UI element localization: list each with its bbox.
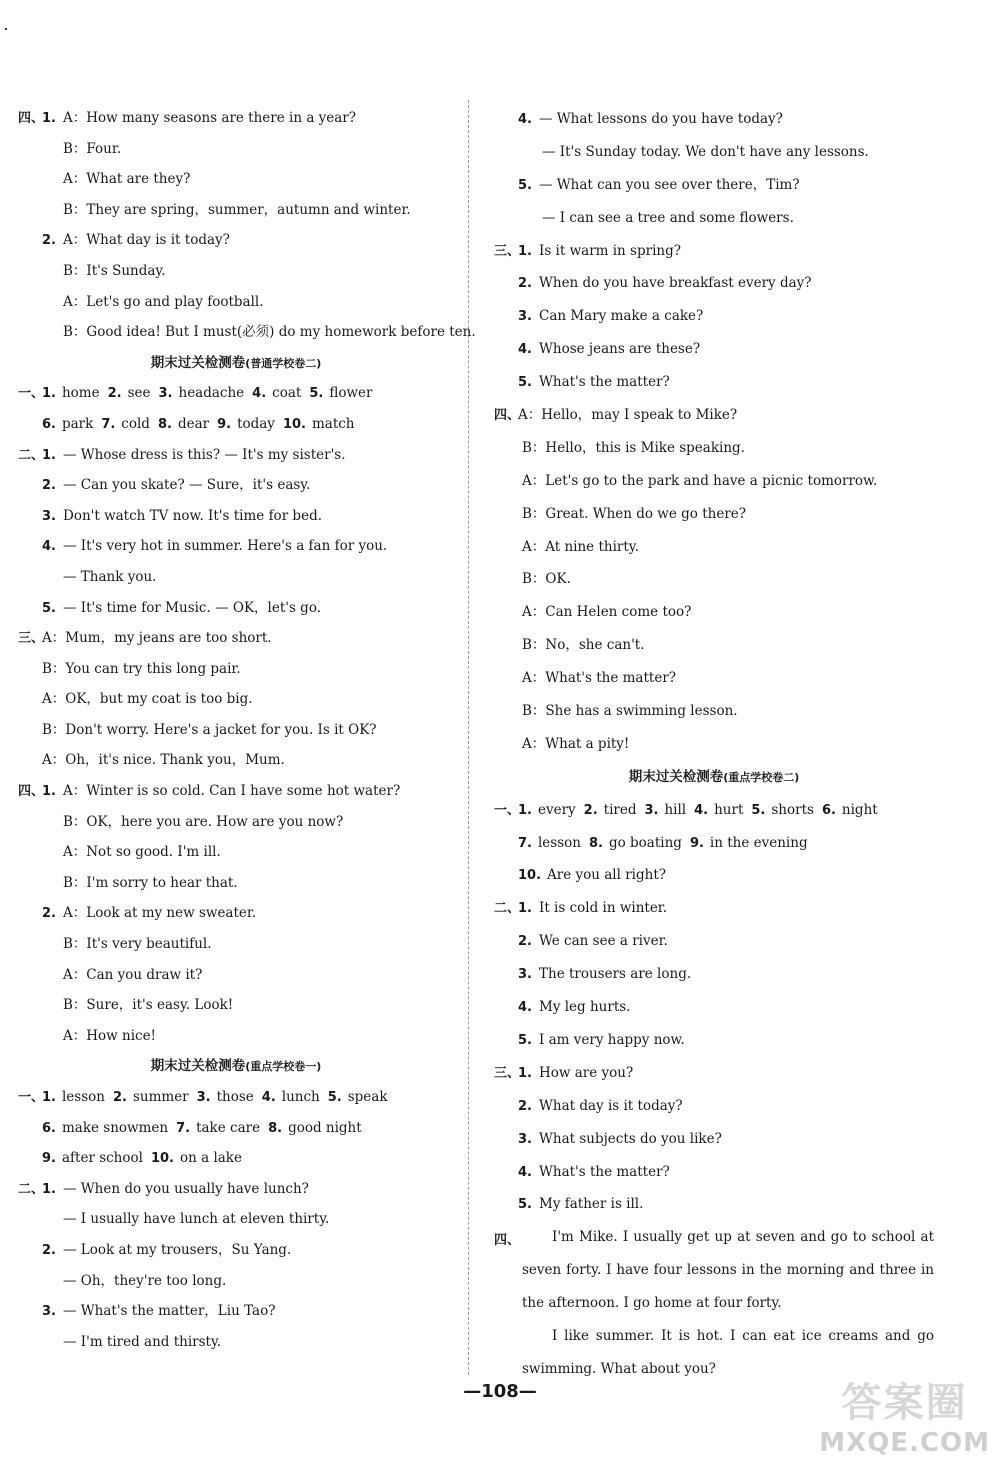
- answer-line: [18, 317, 476, 348]
- item-number: 5.: [518, 177, 532, 193]
- dialogue-text: A：Oh，it's nice. Thank you，Mum.: [42, 752, 285, 769]
- word-text: home: [61, 385, 100, 402]
- dialogue-text: A：Winter is so cold. Can I have some hot water?: [63, 783, 401, 800]
- dialogue-text: B：Don't worry. Here's a jacket for you. Is it OK?: [42, 721, 377, 738]
- answer-line: [18, 1204, 454, 1235]
- item-number: 2.: [42, 233, 56, 249]
- answer-line: [18, 868, 454, 899]
- section-mark: 二、: [494, 901, 521, 917]
- dialogue-text: A：Not so good. I'm ill.: [63, 844, 221, 861]
- word-text: take care: [196, 1119, 261, 1136]
- word-item: [751, 802, 814, 818]
- dialogue-text: A：Can Helen come too?: [522, 604, 692, 621]
- dialogue-text: A：What day is it today?: [63, 232, 230, 249]
- word-item: [158, 416, 209, 432]
- watermark-logo: [819, 1371, 990, 1458]
- section-mark: 二、: [18, 1181, 45, 1197]
- word-text: park: [61, 415, 94, 432]
- word-text: those: [216, 1089, 254, 1105]
- answer-text: — Whose dress is this? — It's my sister's.: [63, 446, 346, 463]
- answer-line: [18, 225, 454, 256]
- item-number: 3.: [518, 967, 532, 983]
- section-mark: 一、: [494, 802, 521, 818]
- item-number: 2.: [583, 802, 598, 818]
- answer-text: Don't watch TV now. It's time for bed.: [63, 507, 322, 524]
- answer-line: [494, 1024, 934, 1057]
- word-item: [113, 1089, 189, 1105]
- answer-line: [18, 164, 454, 195]
- answer-line: [18, 256, 454, 287]
- section-mark: 四、: [18, 111, 45, 126]
- item-number: 5.: [42, 600, 56, 616]
- answer-text: What subjects do you like?: [539, 1130, 722, 1147]
- word-item: [584, 802, 637, 818]
- item-number: 2.: [42, 478, 56, 494]
- dialogue-text: A：Can you draw it?: [63, 966, 203, 983]
- word-item: [252, 385, 301, 401]
- word-item: [151, 1150, 242, 1166]
- word-row: [18, 1113, 454, 1144]
- dialogue-text: B：You can try this long pair.: [42, 660, 241, 677]
- word-text: shorts: [771, 801, 814, 818]
- word-text: Are you all right?: [547, 867, 666, 884]
- word-text: make snowmen: [61, 1119, 169, 1136]
- answer-text: — I'm tired and thirsty.: [63, 1333, 222, 1350]
- item-number: 6.: [821, 802, 836, 818]
- word-row: [18, 1082, 454, 1113]
- dialogue-text: B：It's Sunday.: [63, 262, 166, 279]
- dialogue-text: A：OK，but my coat is too big.: [42, 691, 253, 708]
- word-item: [328, 1089, 388, 1105]
- answer-line: [18, 929, 454, 960]
- word-text: hurt: [714, 801, 744, 818]
- word-text: in the evening: [709, 834, 808, 851]
- answer-line: [18, 501, 454, 532]
- answer-text: My father is ill.: [539, 1196, 644, 1213]
- answer-line: [494, 629, 934, 662]
- answer-line: [494, 498, 934, 531]
- section-mark: 一、: [18, 386, 45, 402]
- word-text: match: [311, 415, 355, 432]
- word-row: [494, 827, 934, 860]
- word-text: flower: [329, 385, 373, 402]
- answer-line: [494, 563, 934, 596]
- item-number: 2.: [42, 1242, 56, 1258]
- dialogue-text: B：She has a swimming lesson.: [522, 703, 738, 720]
- answer-line: [494, 1057, 934, 1090]
- title-note: (重点学校卷一): [245, 1060, 322, 1074]
- item-number: 7.: [518, 835, 532, 851]
- word-item: [42, 1120, 168, 1136]
- passage-paragraph: I like summer. It is hot. I can eat ice creams and go swimming. What about you?: [522, 1328, 934, 1377]
- answer-line: [494, 333, 934, 366]
- word-text: after school: [61, 1150, 143, 1167]
- item-number: 1.: [42, 1181, 56, 1197]
- item-number: 5.: [751, 802, 766, 818]
- section-mark: 四、: [494, 1233, 521, 1249]
- answer-text: — It's time for Music. — OK，let's go.: [63, 599, 322, 616]
- answer-text: — I can see a tree and some flowers.: [542, 209, 794, 226]
- answer-line: [18, 898, 454, 929]
- dialogue-text: A：What are they?: [63, 171, 191, 188]
- answer-line: [494, 1090, 934, 1123]
- answer-line: [494, 1188, 934, 1221]
- answer-line: [494, 892, 934, 925]
- item-number: 10.: [150, 1151, 174, 1167]
- answer-line: [18, 837, 454, 868]
- item-number: 4.: [518, 112, 532, 127]
- dialogue-text: A：Let's go to the park and have a picnic tomorrow.: [522, 472, 878, 489]
- dialogue-text: A：Mum，my jeans are too short.: [42, 630, 272, 647]
- answer-text: The trousers are long.: [539, 966, 692, 983]
- dialogue-text: B：Hello，this is Mike speaking.: [522, 439, 745, 456]
- item-number: 4.: [261, 1090, 276, 1105]
- item-number: 10.: [518, 868, 542, 884]
- word-text: speak: [347, 1089, 388, 1105]
- section-title: [18, 1051, 454, 1082]
- item-number: 3.: [518, 1131, 532, 1147]
- answer-text: How are you?: [539, 1064, 634, 1081]
- word-row: [18, 409, 454, 440]
- item-number: 1.: [42, 784, 56, 800]
- word-text: hill: [664, 801, 687, 818]
- item-number: 5.: [518, 1197, 532, 1213]
- dialogue-text: B：No，she can't.: [522, 637, 645, 654]
- passage: [494, 1221, 934, 1386]
- answer-line: [494, 958, 934, 991]
- answer-line: [494, 169, 934, 202]
- answer-line: [494, 695, 934, 728]
- passage-paragraph: I'm Mike. I usually get up at seven and go to school at seven forty. I have four lessons in the morning and three in the afternoon. I go home at four forty.: [522, 1229, 934, 1312]
- word-text: dear: [177, 415, 210, 432]
- title-main: 期末过关检测卷: [628, 768, 724, 785]
- item-number: 2.: [518, 1098, 532, 1114]
- answer-line: [494, 202, 934, 235]
- item-number: 7.: [176, 1120, 191, 1136]
- answer-text: — I usually have lunch at eleven thirty.: [63, 1211, 330, 1228]
- item-number: 7.: [101, 416, 116, 432]
- word-item: [283, 416, 355, 432]
- answer-text: — What can you see over there，Tim?: [539, 176, 800, 193]
- word-item: [694, 802, 743, 818]
- section-mark: 三、: [494, 1065, 521, 1081]
- word-text: on a lake: [179, 1150, 242, 1167]
- word-item: [262, 1089, 320, 1105]
- section-title: [18, 348, 454, 379]
- answer-line: [494, 399, 934, 432]
- item-number: 9.: [42, 1151, 56, 1167]
- answer-text: We can see a river.: [539, 933, 668, 950]
- word-text: lunch: [281, 1089, 320, 1105]
- item-number: 4.: [518, 1000, 532, 1016]
- answer-line: [494, 432, 934, 465]
- section-title: [494, 761, 934, 794]
- answer-line: [18, 745, 454, 776]
- item-number: 5.: [518, 375, 532, 391]
- title-main: 期末过关检测卷: [150, 1058, 246, 1075]
- word-row: [494, 794, 934, 827]
- section-mark: 四、: [18, 784, 45, 800]
- answer-line: [18, 103, 454, 134]
- answer-line: [494, 300, 934, 333]
- section-mark: 一、: [18, 1090, 45, 1105]
- answer-text: What's the matter?: [539, 374, 670, 391]
- item-number: 3.: [518, 309, 532, 325]
- answer-line: [18, 776, 454, 807]
- answer-line: [494, 1156, 934, 1189]
- answer-text: — What lessons do you have today?: [539, 111, 783, 127]
- answer-text: — It's Sunday today. We don't have any lessons.: [542, 143, 869, 160]
- dialogue-text: A：Hello，may I speak to Mike?: [518, 407, 738, 424]
- dialogue-text: A：What a pity!: [522, 735, 630, 752]
- dialogue-text: B：Good idea! But I must(必须) do my homework before ten.: [63, 324, 476, 341]
- answer-line: [494, 991, 934, 1024]
- answer-line: [494, 465, 934, 498]
- answer-line: [494, 136, 934, 169]
- answer-line: [18, 134, 454, 165]
- item-number: 1.: [518, 1065, 532, 1081]
- word-item: [108, 385, 151, 401]
- word-row: [494, 859, 934, 892]
- item-number: 3.: [42, 1304, 56, 1320]
- answer-line: [18, 1327, 454, 1358]
- dialogue-text: B：They are spring，summer，autumn and winter.: [63, 201, 411, 218]
- answer-text: — It's very hot in summer. Here's a fan for you.: [63, 538, 388, 555]
- item-number: 9.: [217, 416, 232, 432]
- section-mark: 四、: [494, 408, 521, 424]
- answer-line: [494, 596, 934, 629]
- item-number: 2.: [518, 276, 532, 292]
- title-main: 期末过关检测卷: [150, 354, 246, 371]
- answer-text: Is it warm in spring?: [539, 242, 681, 259]
- answer-text: When do you have breakfast every day?: [539, 275, 812, 292]
- answer-line: [494, 366, 934, 399]
- word-text: good night: [288, 1119, 362, 1136]
- word-item: [197, 1089, 254, 1105]
- dialogue-text: A：How many seasons are there in a year?: [63, 110, 357, 126]
- item-number: 5.: [309, 386, 324, 402]
- word-item: [268, 1120, 362, 1136]
- item-number: 5.: [327, 1090, 342, 1105]
- dialogue-text: A：How nice!: [63, 1027, 156, 1044]
- answer-line: [18, 287, 454, 318]
- answer-line: [494, 531, 934, 564]
- answer-line: [494, 662, 934, 695]
- word-item: [176, 1120, 260, 1136]
- item-number: 4.: [42, 539, 56, 555]
- answer-text: — Thank you.: [63, 568, 157, 585]
- item-number: 6.: [42, 416, 56, 432]
- word-item: [42, 385, 100, 401]
- answer-text: What's the matter?: [539, 1163, 670, 1180]
- answer-text: I am very happy now.: [539, 1031, 685, 1048]
- answer-line: [18, 531, 454, 562]
- item-number: 3.: [196, 1090, 211, 1105]
- watermark-line1: 答案圈: [841, 1380, 968, 1426]
- answer-line: [18, 440, 454, 471]
- item-number: 4.: [252, 386, 267, 402]
- section-mark: 三、: [494, 243, 521, 259]
- answer-text: — Oh，they're too long.: [63, 1272, 227, 1289]
- answer-text: It is cold in winter.: [539, 900, 668, 917]
- answer-line: [494, 267, 934, 300]
- word-item: [42, 416, 93, 432]
- answer-line: [18, 684, 454, 715]
- dialogue-text: B：Great. When do we go there?: [522, 505, 746, 522]
- dialogue-text: A：Let's go and play football.: [63, 293, 264, 310]
- dialogue-text: A：At nine thirty.: [522, 538, 639, 555]
- item-number: 1.: [42, 111, 56, 126]
- dialogue-text: B：Four.: [63, 140, 122, 157]
- word-text: coat: [272, 385, 302, 402]
- item-number: 8.: [588, 835, 603, 851]
- item-number: 2.: [107, 386, 122, 402]
- dialogue-text: B：OK.: [522, 571, 571, 588]
- answer-text: My leg hurts.: [539, 999, 631, 1016]
- word-item: [644, 802, 686, 818]
- dialogue-text: B：I'm sorry to hear that.: [63, 874, 238, 891]
- item-number: 4.: [518, 1164, 532, 1180]
- item-number: 6.: [42, 1120, 56, 1136]
- answer-line: [18, 1235, 454, 1266]
- answer-line: [494, 925, 934, 958]
- item-number: 1.: [42, 386, 56, 402]
- answer-line: [494, 1123, 934, 1156]
- word-text: today: [237, 415, 275, 432]
- answer-text: — When do you usually have lunch?: [63, 1180, 309, 1197]
- answer-text: What day is it today?: [539, 1097, 683, 1114]
- item-number: 1.: [42, 1090, 56, 1105]
- dialogue-text: A：Look at my new sweater.: [63, 905, 257, 922]
- item-number: 10.: [282, 416, 306, 432]
- dialogue-text: B：OK，here you are. How are you now?: [63, 813, 344, 830]
- word-item: [518, 802, 576, 818]
- answer-text: — Look at my trousers，Su Yang.: [63, 1241, 292, 1258]
- answer-text: — What's the matter，Liu Tao?: [63, 1303, 276, 1320]
- answer-line: [18, 623, 454, 654]
- word-item: [159, 385, 245, 401]
- answer-line: [18, 1021, 454, 1052]
- answer-line: [18, 562, 454, 593]
- word-item: [518, 835, 581, 851]
- stray-dot: [5, 28, 7, 30]
- answer-text: — Can you skate? — Sure，it's easy.: [63, 477, 311, 494]
- column-divider: [468, 100, 469, 1375]
- item-number: 1.: [42, 447, 56, 463]
- answer-line: [494, 235, 934, 268]
- item-number: 1.: [518, 901, 532, 917]
- passage-body: [494, 1221, 934, 1386]
- word-item: [518, 867, 666, 883]
- answer-line: [494, 103, 934, 136]
- item-number: 4.: [518, 342, 532, 358]
- item-number: 2.: [112, 1090, 127, 1105]
- item-number: 1.: [518, 243, 532, 259]
- answer-line: [18, 807, 454, 838]
- answer-line: [494, 728, 934, 761]
- section-mark: 三、: [18, 631, 45, 647]
- item-number: 3.: [42, 508, 56, 524]
- watermark-line2: MXQE.COM: [819, 1428, 990, 1458]
- page-number: —108—: [463, 1381, 537, 1402]
- item-number: 8.: [268, 1120, 283, 1136]
- item-number: 2.: [518, 934, 532, 950]
- answer-line: [18, 1296, 454, 1327]
- answer-text: Whose jeans are these?: [539, 341, 701, 358]
- word-item: [217, 416, 275, 432]
- word-row: [18, 378, 454, 409]
- item-number: 8.: [157, 416, 172, 432]
- dialogue-text: B：Sure，it's easy. Look!: [63, 997, 234, 1014]
- word-item: [42, 1089, 105, 1105]
- section-mark: 二、: [18, 447, 45, 463]
- answer-line: [18, 195, 454, 226]
- word-text: see: [127, 385, 151, 402]
- answer-line: [18, 1174, 454, 1205]
- right-column: [494, 103, 934, 1386]
- answer-line: [18, 593, 454, 624]
- word-row: [18, 1143, 454, 1174]
- answer-line: [18, 1266, 454, 1297]
- item-number: 1.: [518, 802, 532, 818]
- answer-text: Can Mary make a cake?: [539, 308, 704, 325]
- word-text: cold: [121, 415, 150, 432]
- answer-line: [18, 470, 454, 501]
- answer-line: [18, 990, 454, 1021]
- answer-line: [18, 654, 454, 685]
- word-item: [101, 416, 150, 432]
- word-text: every: [537, 801, 576, 818]
- item-number: 3.: [158, 386, 173, 402]
- item-number: 3.: [644, 802, 659, 818]
- word-text: night: [841, 801, 878, 818]
- word-item: [42, 1150, 143, 1166]
- title-note: (普通学校卷二): [245, 356, 322, 370]
- word-text: lesson: [537, 834, 581, 851]
- word-item: [589, 835, 682, 851]
- word-item: [822, 802, 878, 818]
- word-text: headache: [178, 385, 245, 402]
- word-text: lesson: [61, 1089, 105, 1105]
- dialogue-text: B：It's very beautiful.: [63, 936, 212, 953]
- item-number: 4.: [694, 802, 709, 818]
- title-note: (重点学校卷二): [723, 770, 800, 784]
- item-number: 2.: [42, 906, 56, 922]
- left-column: [18, 103, 476, 1357]
- word-item: [309, 385, 372, 401]
- dialogue-text: A：What's the matter?: [522, 670, 677, 687]
- answer-line: [18, 715, 454, 746]
- word-text: summer: [132, 1089, 189, 1105]
- item-number: 9.: [689, 835, 704, 851]
- item-number: 5.: [518, 1032, 532, 1048]
- word-text: tired: [603, 801, 637, 818]
- word-item: [690, 835, 808, 851]
- word-text: go boating: [608, 834, 682, 851]
- answer-line: [18, 960, 454, 991]
